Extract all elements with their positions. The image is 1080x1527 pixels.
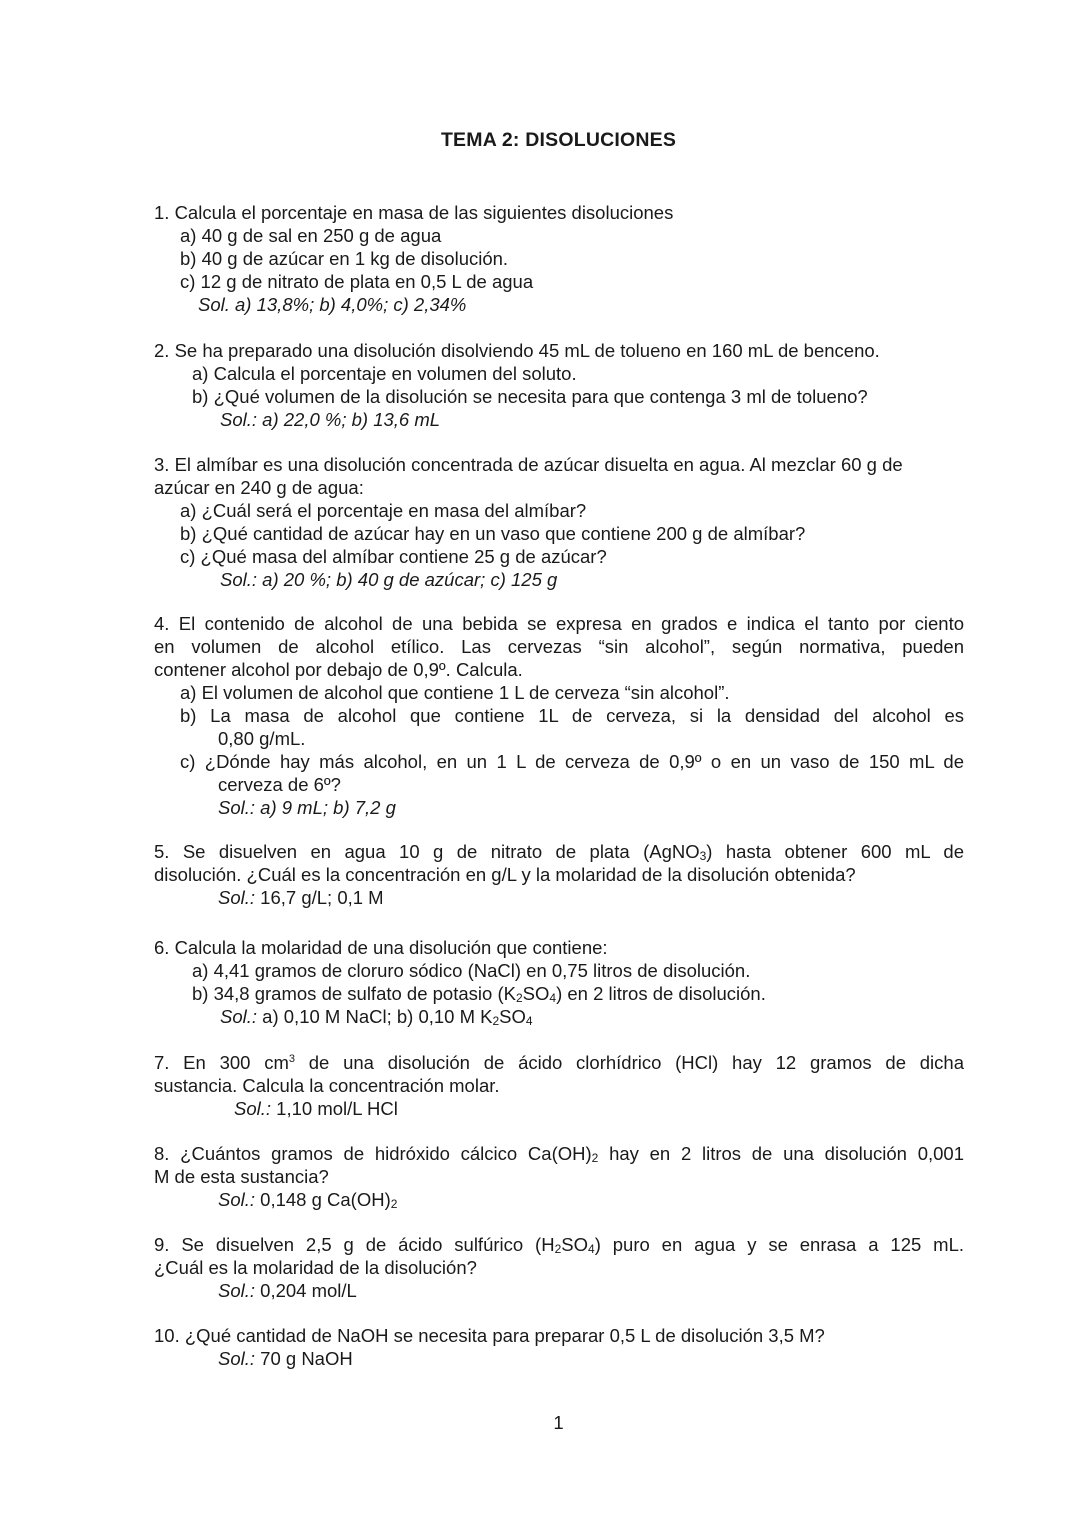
problem-9-solution: Sol.: 0,204 mol/L <box>218 1280 357 1301</box>
problem-4-statement-line-3: contener alcohol por debajo de 0,9º. Calcula. <box>154 659 523 680</box>
problem-4-statement-line-2: en volumen de alcohol etílico. Las cervezas “sin alcohol”, según normativa, pueden <box>154 636 964 657</box>
problem-7-statement-line-1: 7. En 300 $cm^3$ de una disolución de ácido clorhídrico (HCl) hay 12 gramos de dicha <box>154 1052 964 1073</box>
problem-8-statement-line-2: M de esta sustancia? <box>154 1166 329 1187</box>
problem-1-part-c: c) 12 g de nitrato de plata en 0,5 L de agua <box>180 271 534 292</box>
problem-2-part-a: a) Calcula el porcentaje en volumen del soluto. <box>192 363 577 384</box>
page-number: 1 <box>553 1412 564 1433</box>
problem-7 <box>154 1051 964 1120</box>
problem-10-statement: 10. ¿Qué cantidad de NaOH se necesita para preparar 0,5 L de disolución 3,5 M? <box>154 1325 825 1346</box>
problem-8-statement-line-1: 8. ¿Cuántos gramos de hidróxido cálcico $Ca(OH)_2$ hay en 2 litros de una disolución 0,001 <box>154 1143 964 1165</box>
problem-3-part-a: a) ¿Cuál será el porcentaje en masa del almíbar? <box>180 500 587 521</box>
problem-4-part-b-line-2: 0,80 g/mL. <box>218 728 306 749</box>
problem-9 <box>154 1233 964 1302</box>
problem-8 <box>154 1142 964 1211</box>
problem-4-part-a: a) El volumen de alcohol que contiene 1 L de cerveza “sin alcohol”. <box>180 682 730 703</box>
problem-6-part-b: b) 34,8 gramos de sulfato de potasio $(K_2SO_4)$ en 2 litros de disolución. <box>192 983 766 1005</box>
problem-5-solution: Sol.: 16,7 g/L; 0,1 M <box>218 887 384 908</box>
problem-3-statement-line-1: 3. El almíbar es una disolución concentrada de azúcar disuelta en agua. Al mezclar 60 g de <box>154 454 903 475</box>
problem-3-statement-line-2: azúcar en 240 g de agua: <box>154 477 364 498</box>
problem-2-solution: Sol.: a) 22,0 %; b) 13,6 mL <box>220 409 441 430</box>
problem-6-solution: Sol.: a) 0,10 M NaCl; b) 0,10 M $K_2SO_4$ <box>220 1006 533 1028</box>
problem-2-statement: 2. Se ha preparado una disolución disolviendo 45 mL de tolueno en 160 mL de benceno. <box>154 340 880 361</box>
problem-3-part-c: c) ¿Qué masa del almíbar contiene 25 g de azúcar? <box>180 546 607 567</box>
problem-7-statement-line-2: sustancia. Calcula la concentración molar. <box>154 1075 500 1096</box>
problem-8-solution: Sol.: 0,148 g $Ca(OH)_2$ <box>218 1189 398 1211</box>
problem-4-statement-line-1: 4. El contenido de alcohol de una bebida se expresa en grados e indica el tanto por ciento <box>154 613 964 634</box>
problem-3-part-b: b) ¿Qué cantidad de azúcar hay en un vaso que contiene 200 g de almíbar? <box>180 523 806 544</box>
problem-9-statement-line-1: 9. Se disuelven 2,5 g de ácido sulfúrico $(H_2SO_4)$ puro en agua y se enrasa a 125 mL. <box>154 1234 965 1256</box>
page-title: TEMA 2: DISOLUCIONES <box>440 129 677 151</box>
problem-2 <box>154 339 964 431</box>
problem-5 <box>154 840 964 909</box>
problem-1 <box>154 201 964 316</box>
problem-10-solution: Sol.: 70 g NaOH <box>218 1348 353 1369</box>
problem-5-statement-line-1: 5. Se disuelven en agua 10 g de nitrato de plata (AgNO$_3$) hasta obtener 600 mL de <box>154 841 964 863</box>
problem-6-statement: 6. Calcula la molaridad de una disolución que contiene: <box>154 937 608 958</box>
problem-6 <box>154 936 964 1028</box>
problem-7-solution: Sol.: 1,10 mol/L HCl <box>234 1098 398 1119</box>
problem-4-part-c-line-1: c) ¿Dónde hay más alcohol, en un 1 L de cerveza de 0,9º o en un vaso de 150 mL de <box>180 751 964 772</box>
problem-2-part-b: b) ¿Qué volumen de la disolución se necesita para que contenga 3 ml de tolueno? <box>192 386 868 407</box>
problem-3 <box>154 453 964 591</box>
problem-1-part-a: a) 40 g de sal en 250 g de agua <box>180 225 442 246</box>
problem-4-part-c-line-2: cerveza de 6º? <box>218 774 341 795</box>
problem-5-statement-line-2: disolución. ¿Cuál es la concentración en g/L y la molaridad de la disolución obtenida? <box>154 864 856 885</box>
problem-1-statement: 1. Calcula el porcentaje en masa de las siguientes disoluciones <box>154 202 674 223</box>
problem-4 <box>154 612 964 819</box>
problem-6-part-a: a) 4,41 gramos de cloruro sódico (NaCl) en 0,75 litros de disolución. <box>192 960 751 981</box>
problem-1-part-b: b) 40 g de azúcar en 1 kg de disolución. <box>180 248 509 269</box>
problem-4-part-b-line-1: b) La masa de alcohol que contiene 1L de cerveza, si la densidad del alcohol es <box>180 705 964 726</box>
problem-9-statement-line-2: ¿Cuál es la molaridad de la disolución? <box>154 1257 477 1278</box>
problem-1-solution: Sol. a) 13,8%; b) 4,0%; c) 2,34% <box>198 294 467 315</box>
problem-4-solution: Sol.: a) 9 mL; b) 7,2 g <box>218 797 396 818</box>
problem-3-solution: Sol.: a) 20 %; b) 40 g de azúcar; c) 125 g <box>220 569 558 590</box>
problem-10 <box>154 1324 964 1370</box>
